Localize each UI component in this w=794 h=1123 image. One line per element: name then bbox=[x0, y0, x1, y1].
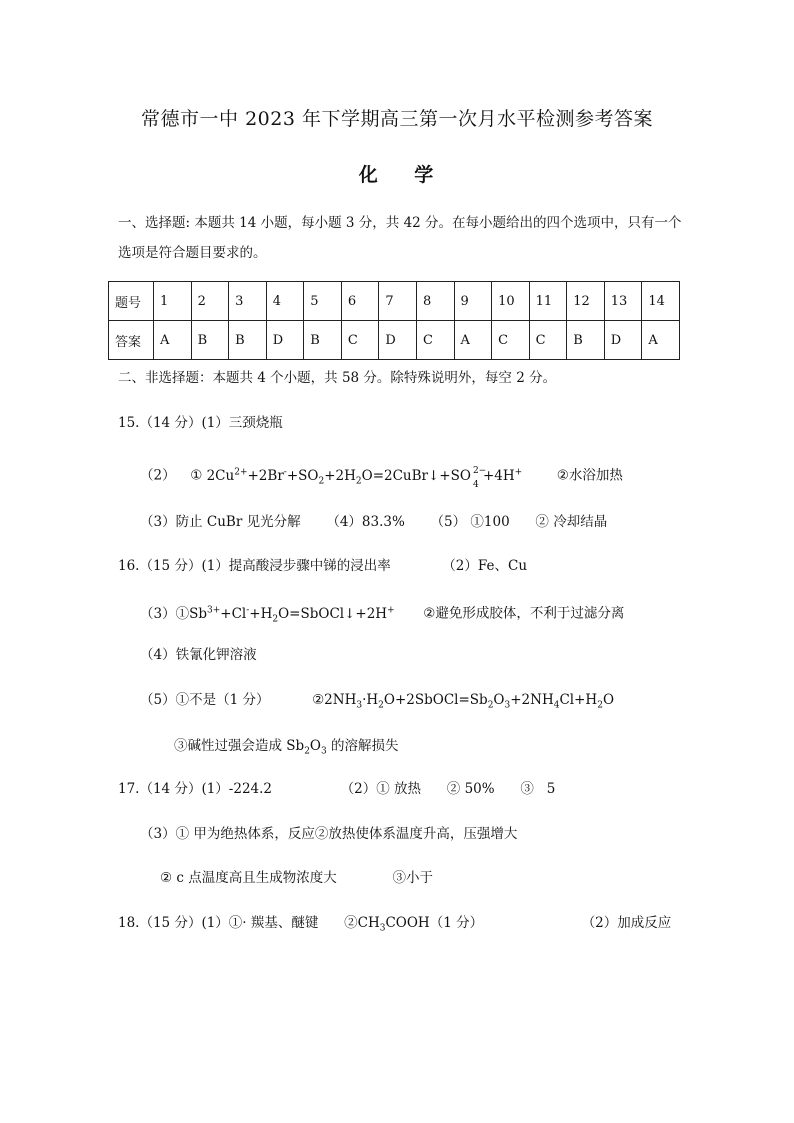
answer-cell: C bbox=[416, 321, 454, 360]
q16-part5a: （5）①不是（1 分） bbox=[140, 692, 270, 708]
question-number: 10 bbox=[492, 282, 530, 321]
question-number: 7 bbox=[379, 282, 417, 321]
q18-addition-reaction: （2）加成反应 bbox=[581, 915, 672, 931]
section2-intro: 二、非选择题：本题共 4 个小题，共 58 分。除特殊说明外，每空 2 分。 bbox=[118, 370, 557, 386]
question-number: 1 bbox=[154, 282, 192, 321]
question-number: 14 bbox=[642, 282, 680, 321]
question-number: 8 bbox=[416, 282, 454, 321]
question-number: 2 bbox=[191, 282, 229, 321]
q16-line5: ③碱性过强会造成 $Sb_2O_3$ 的溶解损失 bbox=[174, 738, 399, 757]
question-number: 5 bbox=[304, 282, 342, 321]
table-row-numbers bbox=[109, 282, 680, 321]
q15-line1: 15.（14 分）(1）三颈烧瓶 bbox=[118, 415, 283, 431]
question-number: 4 bbox=[266, 282, 304, 321]
answer-cell: D bbox=[379, 321, 417, 360]
question-number: 12 bbox=[567, 282, 605, 321]
q16-colloid-note: ②避免形成胶体，不利于过滤分离 bbox=[423, 605, 625, 622]
question-number: 13 bbox=[604, 282, 642, 321]
answer-cell: A bbox=[454, 321, 492, 360]
question-number: 6 bbox=[341, 282, 379, 321]
table-row-answers bbox=[109, 321, 680, 360]
q18-line1: 18.（15 分）(1）①· 羰基、醚键 $②CH_3COOH(1$ 分） （2）加成反应 bbox=[118, 915, 672, 934]
answer-table bbox=[108, 281, 680, 360]
answer-cell: C bbox=[341, 321, 379, 360]
answer-cell: C bbox=[529, 321, 567, 360]
q15-equation: $2Cu^{2+}+2Br^-+SO_2+2H_2O=2CuBr↓+SO$ 2− 4 +4H+ bbox=[206, 466, 523, 490]
q16-equation2: $②2NH_3\cdot H_2O+2SbOCl=Sb_2O_3+2NH_4Cl+H_2O$ bbox=[312, 692, 615, 711]
section1-intro: 一、选择题: 本题共 14 小题，每小题 3 分，共 42 分。在每小题给出的四个选项中，只有一个选项是符合题目要求的。 bbox=[118, 215, 682, 261]
q15-line3: （3）防止 CuBr 见光分解 （4）83.3% （5） ①100 ② 冷却结晶 bbox=[140, 514, 608, 530]
answer-cell: B bbox=[567, 321, 605, 360]
q17-line3: ② c 点温度高且生成物浓度大 ③小于 bbox=[160, 870, 434, 886]
answer-cell: C bbox=[492, 321, 530, 360]
q15-line2 bbox=[140, 462, 623, 491]
answer-cell: B bbox=[191, 321, 229, 360]
answer-cell: A bbox=[154, 321, 192, 360]
q15-circle1: ① bbox=[190, 467, 203, 484]
q17-line1: 17.（14 分）(1）-224.2 （2）① 放热 ② 50% ③ 5 bbox=[118, 781, 556, 797]
q15-part2-label: （2） bbox=[140, 467, 176, 484]
q16-line2 bbox=[140, 600, 624, 629]
answer-cell: B bbox=[304, 321, 342, 360]
answer-cell: D bbox=[604, 321, 642, 360]
document-title: 常德市一中 2023 年下学期高三第一次月水平检测参考答案 bbox=[141, 108, 653, 130]
row-label-number: 题号 bbox=[109, 282, 154, 321]
q16-line4 bbox=[140, 690, 614, 716]
answer-cell: B bbox=[229, 321, 267, 360]
subject-heading: 化 学 bbox=[358, 164, 436, 186]
answer-cell: A bbox=[642, 321, 680, 360]
q16-line3: （4）铁氰化钾溶液 bbox=[140, 647, 257, 663]
q17-line2: （3）① 甲为绝热体系，反应②放热使体系温度升高，压强增大 bbox=[140, 826, 518, 842]
row-label-answer: 答案 bbox=[109, 321, 154, 360]
answer-cell: D bbox=[266, 321, 304, 360]
q16-line1: 16.（15 分）(1）提高酸浸步骤中锑的浸出率 （2）Fe、Cu bbox=[118, 558, 528, 574]
question-number: 3 bbox=[229, 282, 267, 321]
q16-equation: $(3)①Sb^{3+}+Cl^-+H_2O=SbOCl↓+2H^+$ bbox=[140, 605, 395, 625]
q15-water-bath: ②水浴加热 bbox=[556, 467, 623, 484]
question-number: 11 bbox=[529, 282, 567, 321]
question-number: 9 bbox=[454, 282, 492, 321]
